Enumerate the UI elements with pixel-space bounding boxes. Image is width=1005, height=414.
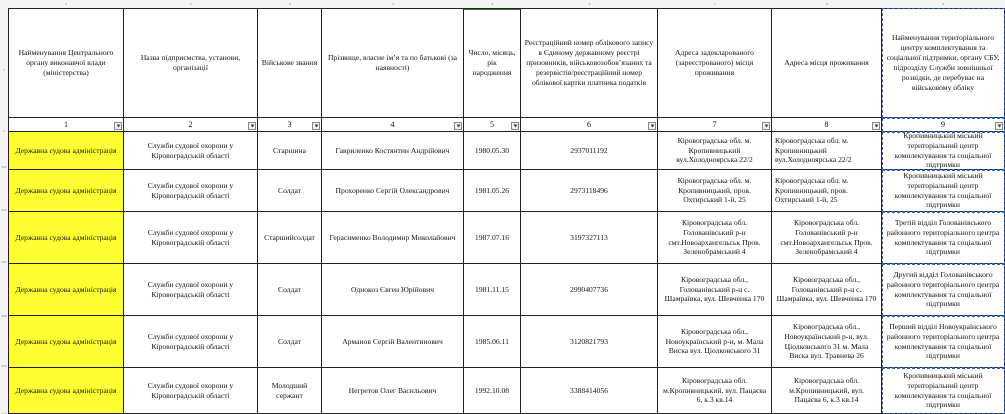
table-cell-registration-number[interactable]: 2990407736 bbox=[521, 264, 658, 316]
filter-dropdown-button[interactable] bbox=[454, 122, 462, 130]
chevron-down-icon bbox=[874, 124, 879, 128]
column-letter[interactable]: 9 bbox=[942, 2, 945, 6]
column-number-cell bbox=[8, 118, 124, 132]
column-number-cell bbox=[124, 118, 258, 132]
table-cell-birth-date[interactable]: 1985.06.11 bbox=[464, 316, 521, 368]
filter-dropdown-button[interactable] bbox=[312, 122, 320, 130]
column-letter[interactable]: 2 bbox=[190, 2, 192, 6]
column-letter[interactable]: 4 bbox=[392, 2, 394, 6]
row-number[interactable]: 2 bbox=[3, 129, 5, 133]
table-cell-residence-address[interactable]: Кіровоградська обл., Голованівський р-н с. Шамраївка, вул. Шевченка 170 bbox=[772, 264, 882, 316]
row-number[interactable]: 467 bbox=[1, 260, 7, 264]
table-cell-ministry[interactable]: Державна судова адміністрація bbox=[8, 170, 124, 212]
table-cell-recruitment-center[interactable]: Перший відділ Новоукраїнського районного територіального центра комплектування та соціальної підтримки bbox=[882, 316, 1005, 368]
column-number-cell bbox=[464, 118, 521, 132]
table-cell-full-name[interactable]: Однокоз Євген Юрійович bbox=[322, 264, 464, 316]
table-cell-organization[interactable]: Служби судової охорони у Кіровоградській області bbox=[124, 212, 258, 264]
filter-dropdown-button[interactable] bbox=[648, 122, 656, 130]
table-cell-rank[interactable]: Старшийсолдат bbox=[258, 212, 322, 264]
table-cell-registered-address[interactable]: Кіровоградська обл. Голованівський р-н смт.Новоархангельськ Пров. Зеленобрамський 4 bbox=[658, 212, 772, 264]
row-number[interactable]: 466 bbox=[1, 208, 7, 212]
table-cell-full-name[interactable]: Негретов Олег Васильович bbox=[322, 368, 464, 414]
table-cell-ministry[interactable]: Державна судова адміністрація bbox=[8, 368, 124, 414]
table-cell-residence-address[interactable]: Кіровоградська обл. м. Кропивницький вул.Холодноярська 22/2 bbox=[772, 132, 882, 170]
table-cell-birth-date[interactable]: 1992.10.08 bbox=[464, 368, 521, 414]
header-recruitment-center[interactable]: Найменування територіального центру комплектування та соціальної підтримки, органу СБУ, підрозділу Служби зовнішньої розвідки, де перебуває на військовому обліку bbox=[882, 8, 1005, 118]
table-cell-organization[interactable]: Служби судової охорони у Кіровоградській області bbox=[124, 170, 258, 212]
header-birth-date[interactable]: Число, місяць, рік народження bbox=[464, 8, 521, 118]
chevron-down-icon bbox=[764, 124, 769, 128]
table-cell-ministry[interactable]: Державна судова адміністрація bbox=[8, 132, 124, 170]
table-cell-rank[interactable]: Молодший сержант bbox=[258, 368, 322, 414]
table-cell-recruitment-center[interactable]: Кропивницький міський територіальний центр комплектування та соціальної підтримки bbox=[882, 170, 1005, 212]
column-letter[interactable]: 5 bbox=[491, 2, 494, 6]
chevron-down-icon bbox=[997, 124, 1002, 128]
row-number[interactable]: 470 bbox=[1, 412, 7, 414]
chevron-down-icon bbox=[116, 124, 121, 128]
table-cell-organization[interactable]: Служби судової охорони у Кіровоградській області bbox=[124, 368, 258, 414]
table-cell-birth-date[interactable]: 1980.05.30 bbox=[464, 132, 521, 170]
header-rank[interactable]: Військове звання bbox=[258, 8, 322, 118]
table-cell-birth-date[interactable]: 1987.07.16 bbox=[464, 212, 521, 264]
chevron-down-icon bbox=[650, 124, 655, 128]
column-number: 1 bbox=[64, 120, 68, 129]
header-full-name[interactable]: Прізвище, власне ім’я та по батькові (за наявності) bbox=[322, 8, 464, 118]
table-cell-registration-number[interactable]: 2937011192 bbox=[521, 132, 658, 170]
header-residence-address[interactable]: Адреса місця проживання bbox=[772, 8, 882, 118]
chevron-down-icon bbox=[456, 124, 461, 128]
filter-dropdown-button[interactable] bbox=[872, 122, 880, 130]
column-number-cell bbox=[658, 118, 772, 132]
table-cell-full-name[interactable]: Арманов Сергій Валентинович bbox=[322, 316, 464, 368]
table-cell-residence-address[interactable]: Кіровоградська обл. Голованівський р-н смт.Новоархангельськ Пров. Зеленобрамський 4 bbox=[772, 212, 882, 264]
table-cell-registered-address[interactable]: Кіровоградська обл. м.Кропивницький, вул. Пацаєва 6, к.3 кв.14 bbox=[658, 368, 772, 414]
table-cell-full-name[interactable]: Гавриленко Костянтин Андрійович bbox=[322, 132, 464, 170]
column-number: 9 bbox=[941, 120, 945, 129]
column-letter[interactable]: 3 bbox=[289, 2, 291, 6]
column-letter[interactable]: 6 bbox=[588, 2, 591, 6]
filter-dropdown-button[interactable] bbox=[762, 122, 770, 130]
column-number-cell bbox=[772, 118, 882, 132]
chevron-down-icon bbox=[250, 124, 255, 128]
table-cell-ministry[interactable]: Державна судова адміністрація bbox=[8, 212, 124, 264]
column-number-cell bbox=[258, 118, 322, 132]
table-cell-organization[interactable]: Служби судової охорони у Кіровоградській області bbox=[124, 264, 258, 316]
column-number: 4 bbox=[390, 120, 395, 129]
table-cell-registration-number[interactable]: 3388414056 bbox=[521, 368, 658, 414]
table-cell-registered-address[interactable]: Кіровоградська обл. м. Кропивницький, пров. Охтирський 1-й, 25 bbox=[658, 170, 772, 212]
table-cell-recruitment-center[interactable]: Другий відділ Голованівського районного територіального центра комплектування та соціальної підтримки bbox=[882, 264, 1005, 316]
column-letter[interactable]: 1 bbox=[65, 2, 67, 6]
table-cell-recruitment-center[interactable]: Третій відділ Голованівського районного територіального центра комплектування та соціальної підтримки bbox=[882, 212, 1005, 264]
column-number-cell bbox=[882, 118, 1005, 132]
header-registered-address[interactable]: Адреса задекларованого (зареєстрованого) місця проживання bbox=[658, 8, 772, 118]
table-cell-rank[interactable]: Солдат bbox=[258, 316, 322, 368]
column-letter[interactable]: 8 bbox=[826, 2, 828, 6]
row-number[interactable]: 469 bbox=[1, 364, 7, 368]
header-registration-number[interactable]: Реєстраційний номер облікового запису в Єдиному державному реєстрі призовників, військовозобов’язаних та резервістів/реєстраційний номер облікової картки платника податків bbox=[521, 8, 658, 118]
column-number: 6 bbox=[587, 120, 591, 129]
table-cell-recruitment-center[interactable]: Кропивницький міський територіальний центр комплектування та соціальної підтримки bbox=[882, 368, 1005, 414]
table-cell-residence-address[interactable]: Кіровоградська обл. м. Кропивницький, пров. Охтирський 1-й, 25 bbox=[772, 170, 882, 212]
chevron-down-icon bbox=[513, 124, 518, 128]
table-cell-rank[interactable]: Солдат bbox=[258, 264, 322, 316]
table-cell-recruitment-center[interactable]: Кропивницький міський територіальний центр комплектування та соціальної підтримки bbox=[882, 132, 1005, 170]
column-number: 3 bbox=[287, 120, 292, 129]
column-letter[interactable]: 7 bbox=[714, 2, 716, 6]
row-number[interactable]: 468 bbox=[1, 314, 7, 318]
table-cell-registered-address[interactable]: Кіровоградська обл., Новоукраїнський р-н, м. Мала Виска вул. Ціолковського 31 bbox=[658, 316, 772, 368]
column-number: 7 bbox=[712, 120, 717, 129]
header-ministry[interactable]: Найменування Центрального органу виконавчої влади (міністерства) bbox=[8, 8, 124, 118]
column-number: 5 bbox=[490, 120, 494, 129]
table-cell-organization[interactable]: Служби судової охорони у Кіровоградській області bbox=[124, 132, 258, 170]
table-cell-rank[interactable]: Солдат bbox=[258, 170, 322, 212]
table-cell-registration-number[interactable]: 3120821793 bbox=[521, 316, 658, 368]
table-cell-birth-date[interactable]: 1981.11.15 bbox=[464, 264, 521, 316]
filter-dropdown-button[interactable] bbox=[995, 122, 1003, 130]
table-cell-registered-address[interactable]: Кіровоградська обл., Голованівський р-н с. Шамраївка, вул. Шевченка 170 bbox=[658, 264, 772, 316]
table-cell-ministry[interactable]: Державна судова адміністрація bbox=[8, 264, 124, 316]
table-cell-full-name[interactable]: Прохоренко Сергій Олександрович bbox=[322, 170, 464, 212]
table-cell-registration-number[interactable]: 2973118496 bbox=[521, 170, 658, 212]
chevron-down-icon bbox=[314, 124, 319, 128]
table-cell-organization[interactable]: Служби судової охорони у Кіровоградській області bbox=[124, 316, 258, 368]
table-cell-ministry[interactable]: Державна судова адміністрація bbox=[8, 316, 124, 368]
table-cell-residence-address[interactable]: Кіровоградська обл., Новоукраїнський р-н, вул. Ціолковського 31 м. Мала Виска вул. Травнева 26 bbox=[772, 316, 882, 368]
column-number: 2 bbox=[188, 120, 193, 129]
table-cell-birth-date[interactable]: 1981.05.26 bbox=[464, 170, 521, 212]
header-organization[interactable]: Назва підприємства, установи, організації bbox=[124, 8, 258, 118]
table-cell-registered-address[interactable]: Кіровоградська обл. м. Кропивницький вул.Холодноярська 22/2 bbox=[658, 132, 772, 170]
filter-dropdown-button[interactable] bbox=[511, 122, 519, 130]
table-cell-registration-number[interactable]: 3197327113 bbox=[521, 212, 658, 264]
row-number[interactable]: 465 bbox=[1, 165, 7, 169]
filter-dropdown-button[interactable] bbox=[248, 122, 256, 130]
column-number-cell bbox=[322, 118, 464, 132]
column-number: 8 bbox=[824, 120, 829, 129]
table-cell-residence-address[interactable]: Кіровоградська обл. м.Кропивницький, вул. Пацаєва 6, к.3 кв.14 bbox=[772, 368, 882, 414]
table-cell-rank[interactable]: Старшина bbox=[258, 132, 322, 170]
column-number-cell bbox=[521, 118, 658, 132]
table-cell-full-name[interactable]: Герасименко Володимир Миколайович bbox=[322, 212, 464, 264]
row-number[interactable]: 1 bbox=[3, 68, 5, 72]
filter-dropdown-button[interactable] bbox=[114, 122, 122, 130]
